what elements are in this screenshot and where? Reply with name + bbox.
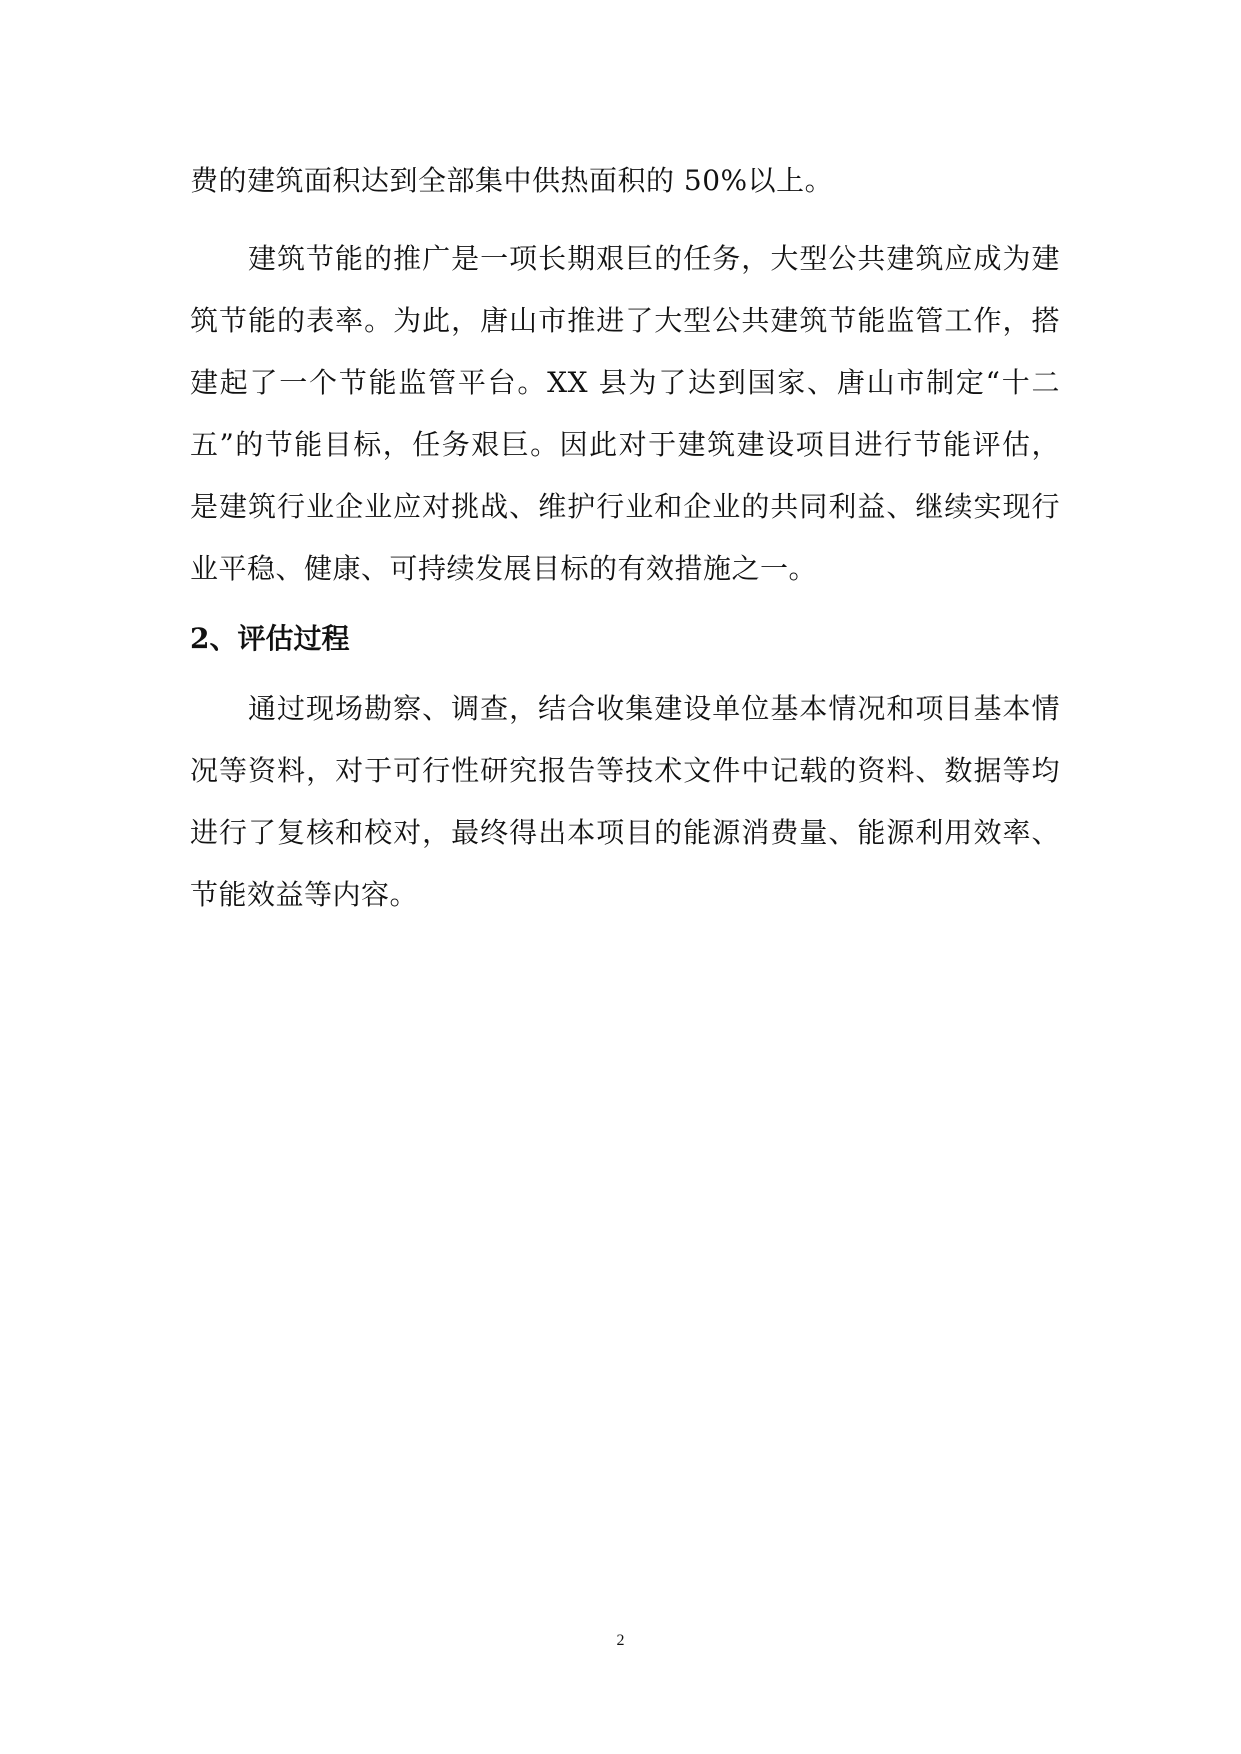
paragraph-building-energy xyxy=(190,228,1060,600)
paragraph-continuation xyxy=(190,150,1060,212)
text-line: 节能效益等内容。 xyxy=(190,878,419,911)
text-line: 通过现场勘察、调查，结合收集建设单位基本情况和项目基本情 xyxy=(248,692,1060,725)
text-line: 进行了复核和校对，最终得出本项目的能源消费量、能源利用效率、 xyxy=(190,816,1060,849)
text-line: 建筑节能的推广是一项长期艰巨的任务，大型公共建筑应成为建 xyxy=(248,242,1060,275)
document-body xyxy=(190,150,1060,926)
paragraph-gap xyxy=(190,212,1060,228)
text-line: 是建筑行业企业应对挑战、维护行业和企业的共同利益、继续实现行 xyxy=(190,490,1060,523)
text-line: 五”的节能目标，任务艰巨。因此对于建筑建设项目进行节能评估， xyxy=(190,428,1060,461)
section-heading: 2、评估过程 xyxy=(190,622,350,655)
text-line: 费的建筑面积达到全部集中供热面积的 50%以上。 xyxy=(190,164,834,197)
text-line: 筑节能的表率。为此，唐山市推进了大型公共建筑节能监管工作，搭 xyxy=(190,304,1060,337)
text-line: 况等资料，对于可行性研究报告等技术文件中记载的资料、数据等均 xyxy=(190,754,1060,787)
text-line: 建起了一个节能监管平台。XX 县为了达到国家、唐山市制定“十二 xyxy=(190,366,1060,399)
paragraph-evaluation-process xyxy=(190,678,1060,926)
text-line: 业平稳、健康、可持续发展目标的有效措施之一。 xyxy=(190,552,818,585)
page-number: 2 xyxy=(616,1632,625,1649)
